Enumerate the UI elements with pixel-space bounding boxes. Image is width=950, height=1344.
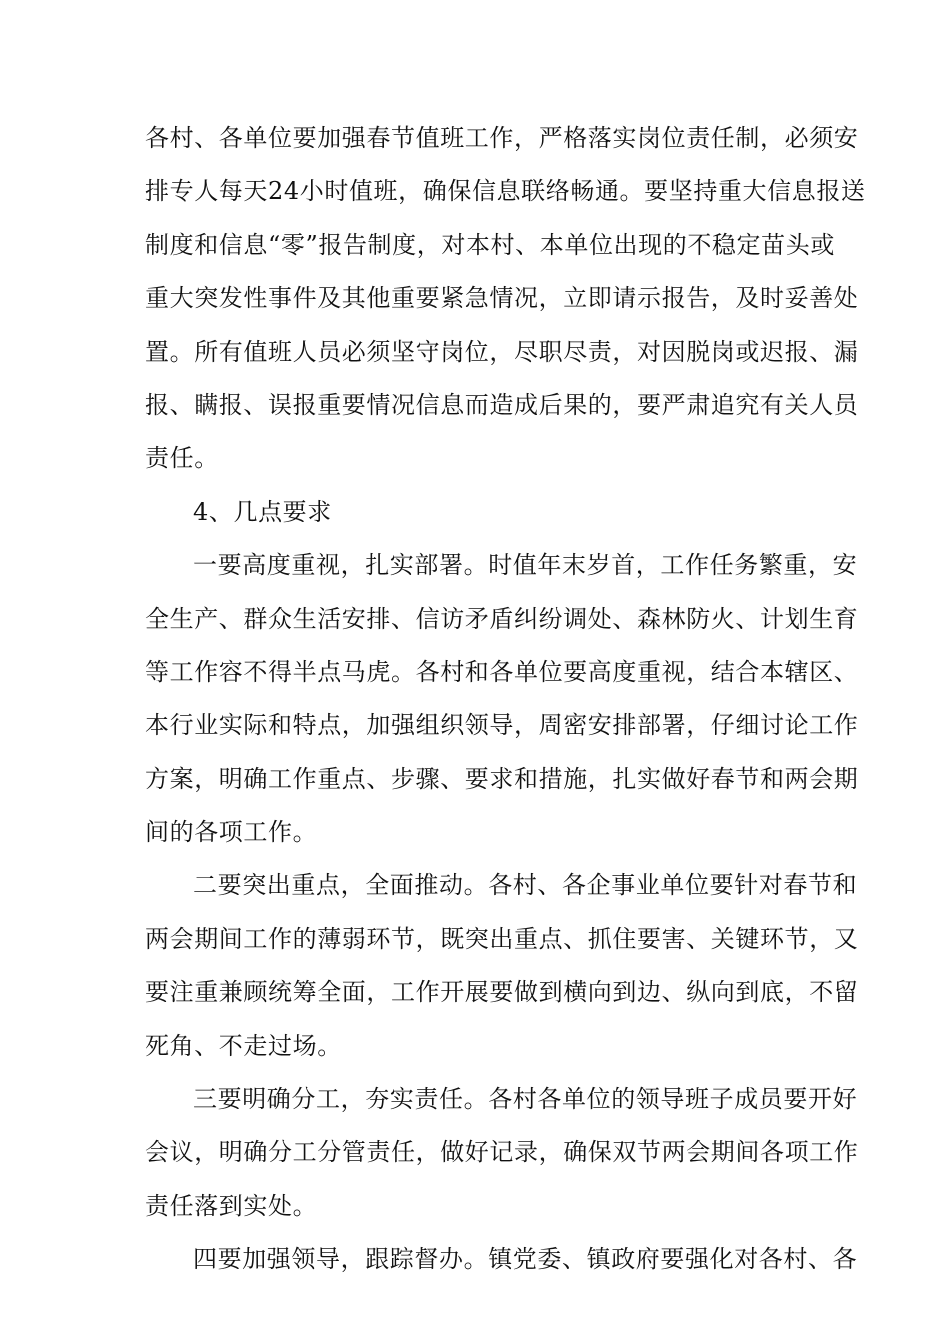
- document-page: [145, 124, 866, 1301]
- text-line: 等工作容不得半点马虎。各村和各单位要高度重视，结合本辖区、: [145, 657, 859, 686]
- text-line: 全生产、群众生活安排、信访矛盾纠纷调处、森林防火、计划生育: [145, 604, 859, 633]
- paragraph-requirement-2: [145, 871, 859, 1060]
- paragraph-section-heading: [145, 497, 815, 526]
- text-line: 会议，明确分工分管责任，做好记录，确保双节两会期间各项工作: [145, 1138, 859, 1167]
- text-line: 二要突出重点，全面推动。各村、各企事业单位要针对春节和: [193, 871, 858, 900]
- text-line: 各村、各单位要加强春节值班工作，严格落实岗位责任制，必须安: [145, 124, 859, 152]
- text-line: 重大突发性事件及其他重要紧急情况，立即请示报告，及时妥善处: [145, 284, 859, 313]
- text-line: 置。所有值班人员必须坚守岗位，尽职尽责，对因脱岗或迟报、漏: [145, 337, 859, 366]
- text-line: 两会期间工作的薄弱环节，既突出重点、抓住要害、关键环节，又: [145, 924, 859, 953]
- paragraph-requirement-3: [145, 1085, 859, 1220]
- paragraph-requirement-1: [145, 551, 859, 847]
- text-line: 本行业实际和特点，加强组织领导，周密安排部署，仔细讨论工作: [145, 711, 859, 740]
- text-line: 责任落到实处。: [145, 1191, 318, 1220]
- text-line: 排专人每天24小时值班，确保信息联络畅通。要坚持重大信息报送: [145, 177, 866, 206]
- text-line: 间的各项工作。: [145, 818, 318, 847]
- text-line: 制度和信息“零”报告制度，对本村、本单位出现的不稳定苗头或: [145, 230, 835, 259]
- text-line: 三要明确分工，夯实责任。各村各单位的领导班子成员要开好: [193, 1085, 858, 1114]
- paragraph-requirement-4: [145, 1245, 858, 1274]
- text-line: 方案，明确工作重点、步骤、要求和措施，扎实做好春节和两会期: [145, 764, 859, 793]
- paragraph-duty-paragraph: [145, 124, 866, 473]
- text-line: 责任。: [145, 444, 219, 473]
- text-line: 死角、不走过场。: [145, 1031, 342, 1060]
- text-line: 报、瞒报、误报重要情况信息而造成后果的，要严肃追究有关人员: [145, 390, 859, 419]
- text-line: 一要高度重视，扎实部署。时值年末岁首，工作任务繁重，安: [193, 551, 858, 580]
- text-line: 4、几点要求: [193, 497, 332, 526]
- text-line: 要注重兼顾统筹全面，工作开展要做到横向到边、纵向到底，不留: [145, 978, 859, 1007]
- text-line: 四要加强领导，跟踪督办。镇党委、镇政府要强化对各村、各: [193, 1245, 858, 1274]
